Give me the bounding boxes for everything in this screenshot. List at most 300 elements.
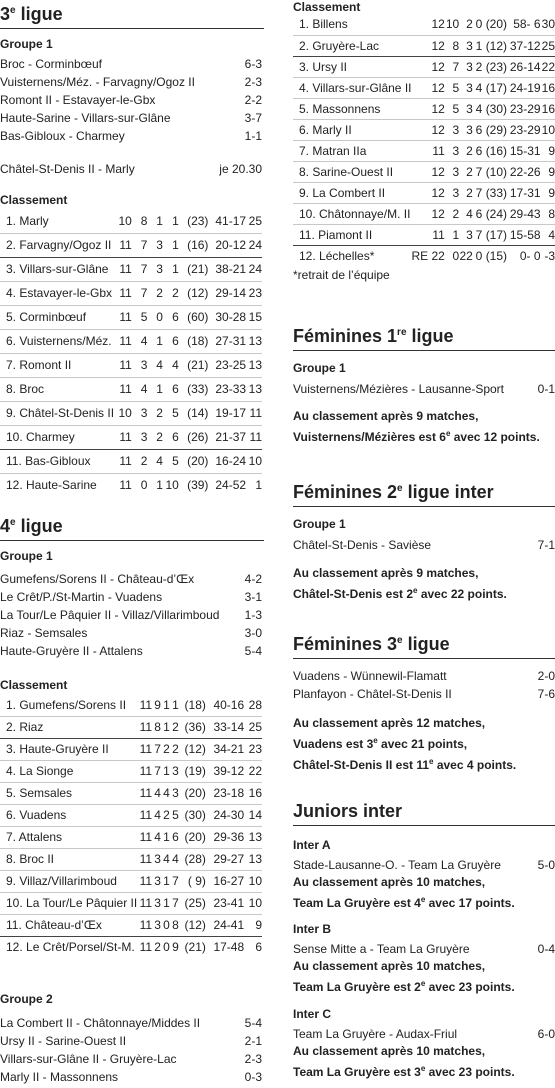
standings-stat: 16 xyxy=(541,101,555,116)
standings-stat: (23) xyxy=(485,59,508,74)
standings-stat: 11 xyxy=(246,425,262,449)
standings-team: 2. Gruyère-Lac xyxy=(293,35,411,56)
result-row xyxy=(0,642,262,660)
standings-stat: 3 xyxy=(140,358,148,372)
standings-stat: 23 xyxy=(248,286,262,300)
result-match: Planfayon - Châtel-St-Denis II xyxy=(293,687,452,701)
standings-stat: (12) xyxy=(179,914,206,936)
standings-stat: 5 xyxy=(172,808,179,822)
standings-stat: 17-31 xyxy=(509,185,541,200)
junior-ranking-note xyxy=(293,874,555,912)
standings-row xyxy=(0,233,262,257)
standings-stat: 15 xyxy=(248,310,262,324)
standings-stat: 8 xyxy=(548,206,555,221)
standings-stat: 2 xyxy=(452,206,460,221)
standings-stat: 58- 6 xyxy=(513,17,541,32)
ligue4-results1 xyxy=(0,570,262,660)
standings-stat: 8 xyxy=(152,716,161,738)
standings-stat: 4 xyxy=(172,852,179,866)
ligue4-classement-label: Classement xyxy=(0,678,68,692)
standings-stat: 12 xyxy=(431,164,445,179)
standings-stat: 1 xyxy=(163,896,170,910)
pending-match xyxy=(0,160,262,178)
fem1-title-a: Féminines 1 xyxy=(293,326,398,346)
result-row xyxy=(0,91,262,109)
standings-stat: 10 xyxy=(118,213,132,228)
standings-team: 9. Châtel-St-Denis II xyxy=(6,406,115,420)
result-match: Broc - Corminbœuf xyxy=(0,57,103,71)
standings-stat: (20) xyxy=(187,454,209,468)
fem1-ranking-note xyxy=(293,408,555,446)
result-match: Vuisternens/Méz. - Farvagny/Ogoz II xyxy=(0,75,195,89)
standings-stat: 10 xyxy=(541,122,555,137)
standings-team: 10. Châtonnaye/M. II xyxy=(299,206,411,221)
standings-stat: 22 xyxy=(541,59,555,74)
standings-row xyxy=(0,257,262,281)
result-match: Gumefens/Sorens II - Château-d’Œx xyxy=(0,572,195,586)
standings-stat: 11 xyxy=(139,697,153,712)
result-score: 7-6 xyxy=(537,687,555,701)
standings-stat: (21) xyxy=(187,358,209,372)
standings-stat: 2 xyxy=(466,143,473,158)
standings-stat: 11 xyxy=(139,940,153,955)
standings-stat: (10) xyxy=(485,164,508,179)
pending-match-time: je 20.30 xyxy=(219,162,262,176)
standings-row xyxy=(0,305,262,329)
standings-stat: (36) xyxy=(179,716,206,738)
result-row xyxy=(0,55,262,73)
standings-stat: 6 xyxy=(475,122,483,137)
result-row xyxy=(0,606,262,624)
fem2-title xyxy=(293,478,555,507)
standings-stat: 41-17 xyxy=(215,213,247,228)
standings-stat: (12) xyxy=(184,742,206,756)
standings-footnote: *retrait de l’équipe xyxy=(293,268,390,282)
standings-stat: 14 xyxy=(248,808,262,822)
standings-stat: 3 xyxy=(452,122,460,137)
standings-team: 6. Vuadens xyxy=(6,808,67,822)
standings-stat: 5 xyxy=(452,80,460,95)
standings-stat: 2 xyxy=(475,59,483,74)
standings-stat: 11 xyxy=(119,454,132,468)
standings-stat: 3 xyxy=(172,764,179,778)
result-match: Riaz - Semsales xyxy=(0,626,88,640)
ligue3-title-num: 3 xyxy=(0,4,11,24)
junior-category-label: Inter A xyxy=(293,838,331,852)
standings-stat: (28) xyxy=(184,852,206,866)
result-score: 3-7 xyxy=(244,111,262,125)
standings-stat: 6 xyxy=(172,830,179,844)
standings-stat: 2 xyxy=(147,425,163,449)
standings-stat: 0 xyxy=(475,248,483,263)
fem1-title xyxy=(293,322,555,351)
ligue3-title-sup: e xyxy=(10,5,16,16)
note-line: Au classement après 9 matches, xyxy=(293,566,479,580)
standings-stat: 8 xyxy=(140,213,148,228)
result-match: Romont II - Estavayer-le-Gbx xyxy=(0,93,156,107)
standings-stat: 1 xyxy=(255,478,262,493)
standings-stat: 12 xyxy=(431,206,445,221)
standings-stat: 1 xyxy=(163,233,179,257)
standings-team: 11. Château-d’Œx xyxy=(0,914,137,936)
juniors-title: Juniors inter xyxy=(293,800,555,826)
standings-stat: (33) xyxy=(485,185,508,200)
note-line: Team La Gruyère est 3e avec 23 points. xyxy=(293,1064,515,1079)
note-line: Au classement après 12 matches, xyxy=(293,716,486,730)
standings-stat: 12 xyxy=(431,122,445,137)
standings-stat: 11 xyxy=(432,143,445,158)
standings-team: 7. Matran IIa xyxy=(299,143,367,158)
standings-stat: 1 xyxy=(473,35,483,56)
standings-stat: 9 xyxy=(172,940,179,955)
standings-stat: (16) xyxy=(179,233,209,257)
standings-stat: 5 xyxy=(452,101,460,116)
result-row xyxy=(293,856,555,874)
fem2-title-a: Féminines 2 xyxy=(293,482,398,502)
result-score: 2-2 xyxy=(244,93,262,107)
standings-stat: 3 xyxy=(154,874,161,888)
result-row xyxy=(0,570,262,588)
pending-match-teams: Châtel-St-Denis II - Marly xyxy=(0,162,135,176)
standings-stat: 1 xyxy=(163,764,170,778)
result-match: Châtel-St-Denis - Savièse xyxy=(293,538,432,552)
standings-stat: (20) xyxy=(184,786,206,800)
standings-stat: 3 xyxy=(452,185,460,200)
ligue4-title xyxy=(0,512,264,541)
standings-stat: (23) xyxy=(187,213,209,228)
standings-team: 8. Broc II xyxy=(6,852,55,866)
standings-row xyxy=(0,694,262,716)
standings-row xyxy=(293,14,555,35)
note-line: Au classement après 10 matches, xyxy=(293,959,486,973)
standings-stat: 23-29 xyxy=(509,122,541,137)
standings-stat: 24 xyxy=(248,262,262,276)
standings-stat: 11 xyxy=(137,716,152,738)
standings-stat: 11 xyxy=(139,874,153,888)
standings-stat: 11 xyxy=(139,764,153,778)
fem2-title-sup: e xyxy=(397,483,403,494)
fem3-title-sup: e xyxy=(397,635,403,646)
standings-team: 11. Piamont II xyxy=(293,224,411,245)
standings-stat: 23-25 xyxy=(215,358,247,372)
standings-stat: 25 xyxy=(244,716,262,738)
result-score: 7-1 xyxy=(537,538,555,552)
result-row xyxy=(0,1068,262,1086)
result-score: 5-4 xyxy=(244,644,262,658)
standings-stat: 30-28 xyxy=(215,310,247,324)
result-score: 0-4 xyxy=(537,942,555,956)
ligue3-results xyxy=(0,55,262,145)
result-row xyxy=(293,536,555,554)
standings-stat: 12 xyxy=(411,35,444,56)
standings-stat: 22 xyxy=(459,248,473,263)
standings-stat: 1 xyxy=(163,697,170,712)
fem3-title xyxy=(293,630,555,659)
standings-stat: 4 xyxy=(541,224,555,245)
result-match: Le Crêt/P./St-Martin - Vuadens xyxy=(0,590,163,604)
result-row xyxy=(0,127,262,145)
standings-stat: -3 xyxy=(544,248,555,263)
standings-row xyxy=(293,77,555,98)
standings-row xyxy=(0,826,262,848)
standings-stat: 7 xyxy=(154,742,161,756)
standings-stat: 1 xyxy=(445,224,459,245)
standings-stat: 23-18 xyxy=(213,786,245,800)
fem2-title-b: ligue inter xyxy=(402,482,494,502)
standings-stat: 0 xyxy=(163,940,170,955)
standings-stat: 13 xyxy=(248,830,262,844)
standings-stat: 1 xyxy=(161,716,170,738)
junior-inter-c xyxy=(293,1007,555,1081)
ligue4-title-num: 4 xyxy=(0,516,11,536)
standings-row xyxy=(0,329,262,353)
standings-stat: 29-27 xyxy=(213,852,245,866)
standings-stat: (26) xyxy=(179,425,209,449)
standings-stat: 3 xyxy=(154,896,161,910)
fem2-group-label: Groupe 1 xyxy=(293,517,346,531)
result-row xyxy=(0,73,262,91)
standings-stat: 3 xyxy=(459,224,473,245)
standings-stat: 7 xyxy=(172,896,179,910)
result-score: 6-3 xyxy=(244,57,262,71)
standings-stat: 24 xyxy=(246,233,262,257)
note-line: Team La Gruyère est 2e avec 23 points. xyxy=(293,979,515,994)
standings-stat: 7 xyxy=(154,764,161,778)
standings-stat: 11 xyxy=(139,852,153,866)
result-match: Villars-sur-Glâne II - Gruyère-Lac xyxy=(0,1052,177,1066)
standings-stat: 11 xyxy=(411,224,444,245)
ligue3-standings-table xyxy=(0,209,262,497)
standings-stat: 24-19 xyxy=(509,80,541,95)
standings-team: 7. Romont II xyxy=(6,358,72,372)
result-score: 3-0 xyxy=(244,626,262,640)
standings-stat: (20) xyxy=(485,17,508,32)
result-row xyxy=(0,624,262,642)
standings-stat: 5 xyxy=(172,406,179,420)
standings-stat: 22-26 xyxy=(509,164,541,179)
standings-stat: 11 xyxy=(119,310,132,324)
standings-stat: 34-21 xyxy=(213,742,245,756)
note-line: Team La Gruyère est 4e avec 17 points. xyxy=(293,895,515,910)
standings-stat: 1 xyxy=(156,382,163,396)
standings-stat: 1 xyxy=(172,697,179,712)
standings-stat: 11 xyxy=(119,478,132,493)
fem1-group-label: Groupe 1 xyxy=(293,361,346,375)
result-score: 2-1 xyxy=(244,1034,262,1048)
standings-row xyxy=(0,425,262,449)
standings-stat: 22 xyxy=(248,764,262,778)
standings-stat: 2 xyxy=(154,940,161,955)
standings-stat: (17) xyxy=(485,80,508,95)
standings-stat: 3 xyxy=(154,852,161,866)
standings-stat: 15-58 xyxy=(507,224,541,245)
standings-stat: (29) xyxy=(485,122,508,137)
standings-team: 3. Haute-Gruyère II xyxy=(6,742,109,756)
result-match: Vuadens - Wünnewil-Flamatt xyxy=(293,669,447,683)
standings-row xyxy=(0,353,262,377)
standings-team: 5. Corminbœuf xyxy=(6,310,87,324)
standings-stat: (20) xyxy=(184,830,206,844)
standings-stat: 6 xyxy=(163,425,179,449)
standings-stat: 4 xyxy=(475,101,483,116)
standings-stat: 11 xyxy=(114,425,132,449)
standings-stat: 16 xyxy=(248,786,262,800)
standings-stat: 7 xyxy=(132,233,148,257)
standings-stat: 38-21 xyxy=(215,262,247,276)
standings-stat: 3 xyxy=(147,233,163,257)
standings-stat: 12 xyxy=(431,17,445,32)
result-match: Haute-Sarine - Villars-sur-Glâne xyxy=(0,111,171,125)
result-row xyxy=(293,667,555,685)
result-score: 1-1 xyxy=(244,129,262,143)
standings-stat: 11 xyxy=(139,896,153,910)
standings-team: 1. Gumefens/Sorens II xyxy=(6,697,127,712)
standings-stat: 23-41 xyxy=(213,896,245,910)
note-line: Vuadens est 3e avec 21 points, xyxy=(293,736,468,751)
standings-stat: (14) xyxy=(187,406,209,420)
standings-team: 11. Bas-Gibloux xyxy=(6,454,91,468)
result-score: 6-0 xyxy=(537,1027,555,1041)
standings-stat: 0 xyxy=(156,310,163,324)
standings-stat: 28 xyxy=(248,697,262,712)
standings-stat: 7 xyxy=(475,164,483,179)
standings-stat: (33) xyxy=(187,382,209,396)
standings-stat: 3 xyxy=(140,406,148,420)
standings-stat: 2 xyxy=(466,164,473,179)
standings-stat: 12 xyxy=(431,80,445,95)
fem1-title-b: ligue xyxy=(406,326,454,346)
standings-stat: 2 xyxy=(172,286,179,300)
standings-stat: 7 xyxy=(172,874,179,888)
standings-stat: 27-31 xyxy=(215,334,247,348)
standings-row xyxy=(293,56,555,77)
standings-stat: 24-52 xyxy=(215,478,247,493)
ligue4-group2-label: Groupe 2 xyxy=(0,992,53,1006)
standings-stat: 12 xyxy=(431,101,445,116)
standings-stat: 9 xyxy=(548,164,555,179)
standings-stat: 23-33 xyxy=(215,382,247,396)
standings-stat: 3 xyxy=(132,425,148,449)
standings-stat: 10 xyxy=(248,896,262,910)
standings-stat: 2 xyxy=(140,454,148,468)
standings-stat: 4 xyxy=(163,852,170,866)
ligue3-classement-label: Classement xyxy=(0,193,68,207)
standings-stat: 12 xyxy=(431,59,445,74)
standings-stat: 2 xyxy=(172,742,179,756)
standings-stat: 0 xyxy=(475,17,483,32)
standings-stat: 8 xyxy=(170,914,179,936)
result-row xyxy=(293,685,555,703)
standings-stat: 6 xyxy=(475,206,483,221)
standings-stat: 2 xyxy=(163,808,170,822)
standings-stat: 1 xyxy=(156,213,163,228)
standings-stat: (16) xyxy=(485,143,508,158)
standings-stat: 9 xyxy=(154,697,161,712)
ligue4-group2-standings-table xyxy=(293,14,555,266)
standings-stat: 1 xyxy=(163,874,170,888)
standings-stat: 6 xyxy=(475,143,483,158)
standings-stat: 7 xyxy=(475,185,483,200)
standings-stat: 4 xyxy=(163,786,170,800)
result-match: La Combert II - Châtonnaye/Middes II xyxy=(0,1016,201,1030)
standings-row xyxy=(293,98,555,119)
standings-stat: 17-48 xyxy=(213,940,245,955)
note-line: Vuisternens/Mézières est 6e avec 12 points. xyxy=(293,429,540,444)
result-row xyxy=(293,940,555,958)
standings-stat: 11 xyxy=(139,786,153,800)
standings-team: 8. Sarine-Ouest II xyxy=(299,164,394,179)
standings-team: 5. Massonnens xyxy=(299,101,381,116)
standings-stat: 24-41 xyxy=(206,914,244,936)
fem2-ranking-note xyxy=(293,565,555,603)
standings-stat: 1 xyxy=(156,334,163,348)
standings-row xyxy=(293,245,555,266)
fem3-title-b: ligue xyxy=(402,634,450,654)
result-match: La Tour/Le Pâquier II - Villaz/Villarimboud xyxy=(0,608,220,622)
standings-stat: 16 xyxy=(541,80,555,95)
result-match: Haute-Gruyère II - Attalens xyxy=(0,644,143,658)
standings-team: 4. Estavayer-le-Gbx xyxy=(6,286,113,300)
standings-stat: 21-37 xyxy=(208,425,246,449)
standings-row xyxy=(0,848,262,870)
standings-row xyxy=(293,224,555,245)
fem1-title-sup: re xyxy=(397,327,407,338)
standings-row xyxy=(0,760,262,782)
result-match: Stade-Lausanne-O. - Team La Gruyère xyxy=(293,858,501,872)
standings-stat: (24) xyxy=(485,206,508,221)
standings-stat: (30) xyxy=(184,808,206,822)
standings-stat: 6 xyxy=(172,334,179,348)
standings-stat: 0- 0 xyxy=(519,248,541,263)
standings-stat: 23 xyxy=(248,742,262,756)
standings-stat: 10 xyxy=(118,406,132,420)
junior-ranking-note xyxy=(293,1043,555,1081)
standings-stat: (21) xyxy=(184,940,206,955)
standings-stat: 2 xyxy=(163,742,170,756)
standings-stat: 25 xyxy=(248,213,262,228)
standings-stat: 3 xyxy=(466,101,473,116)
standings-team: 3. Ursy II xyxy=(299,59,348,74)
standings-stat: 10 xyxy=(165,478,179,493)
note-line: Châtel-St-Denis est 2e avec 22 points. xyxy=(293,586,507,601)
standings-stat: 3 xyxy=(466,80,473,95)
fem3-title-a: Féminines 3 xyxy=(293,634,398,654)
standings-stat: 8 xyxy=(445,35,459,56)
ligue3-title xyxy=(0,0,264,29)
standings-stat: 23-29 xyxy=(509,101,541,116)
standings-stat: (18) xyxy=(184,697,206,712)
standings-stat: 29-43 xyxy=(509,206,541,221)
result-score: 2-3 xyxy=(244,75,262,89)
standings-stat: (18) xyxy=(187,334,209,348)
standings-stat: 1 xyxy=(156,478,163,493)
standings-stat: 11 xyxy=(249,406,262,420)
result-score: 1-3 xyxy=(244,608,262,622)
standings-stat: 11 xyxy=(119,286,132,300)
ligue4-title-rest: ligue xyxy=(15,516,63,536)
standings-stat: 9 xyxy=(548,143,555,158)
standings-stat: 4 xyxy=(154,786,161,800)
standings-row xyxy=(0,892,262,914)
standings-stat: (17) xyxy=(482,224,507,245)
standings-stat: (12) xyxy=(187,286,209,300)
ligue4-group1-label: Groupe 1 xyxy=(0,549,53,563)
standings-stat: 0 xyxy=(140,478,148,493)
result-match: Marly II - Massonnens xyxy=(0,1070,119,1084)
result-match: Team La Gruyère - Audax-Friul xyxy=(293,1027,458,1041)
standings-stat: 11 xyxy=(119,334,132,348)
result-score: 5-0 xyxy=(537,858,555,872)
